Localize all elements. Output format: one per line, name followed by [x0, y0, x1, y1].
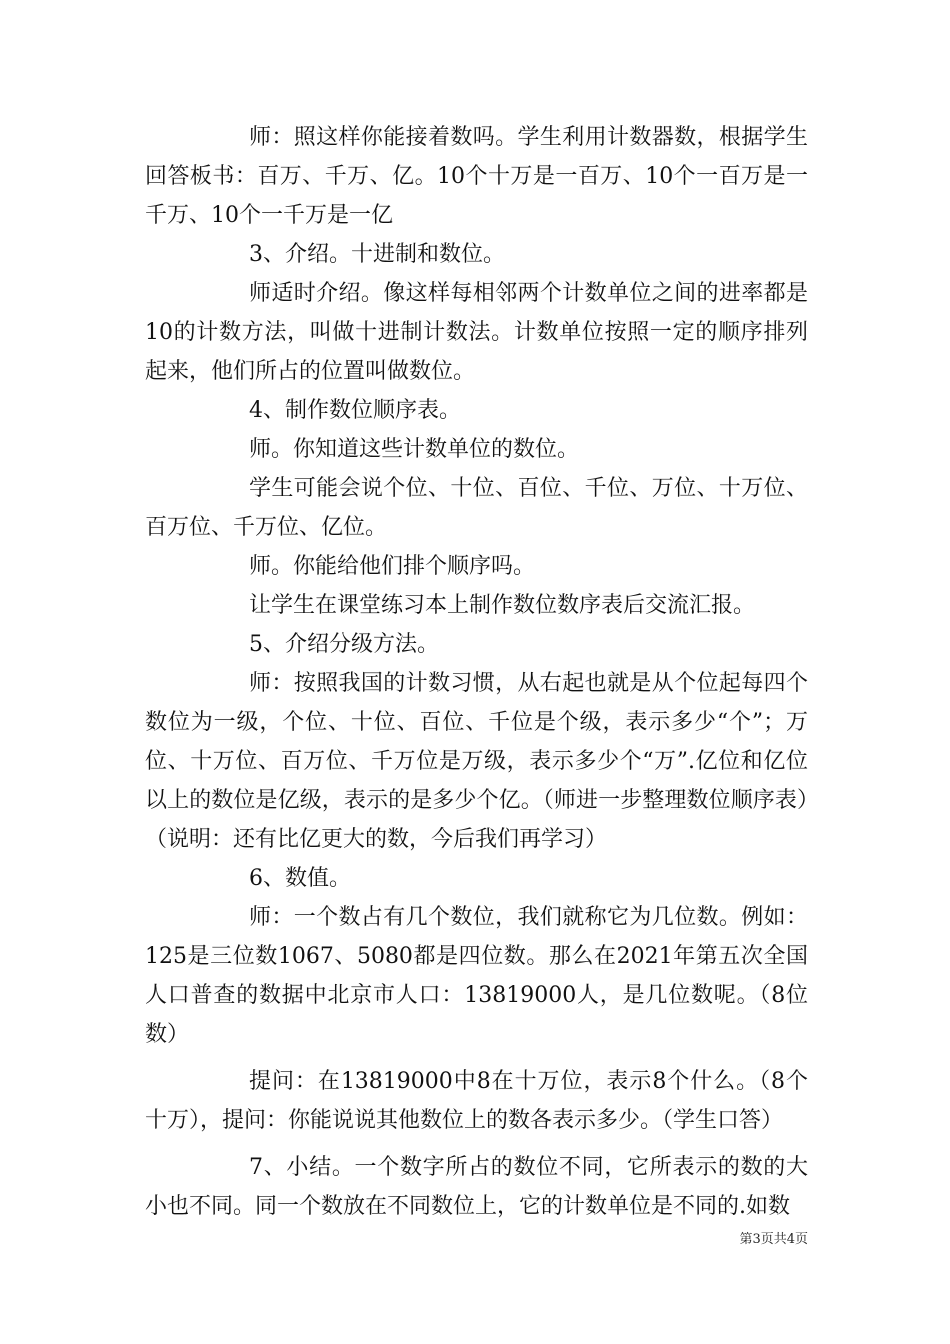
paragraph-student-answer: 学生可能会说个位、十位、百位、千位、万位、十万位、百万位、千万位、亿位。: [145, 476, 808, 540]
paragraph-decimal-explanation: 师适时介绍。像这样每相邻两个计数单位之间的进率都是10的计数方法，叫做十进制计数法。计数单位按照一定的顺序排列起来，他们所占的位置叫做数位。: [145, 281, 808, 384]
paragraph-heading-grading: 5、介绍分级方法。: [249, 632, 439, 657]
paragraph-question-place: 提问：在13819000中8在十万位，表示8个什么。（8个十万），提问：你能说说其他数位上的数各表示多少。（学生口答）: [145, 1069, 808, 1133]
paragraph-teacher-order: 师。你能给他们排个顺序吗。: [249, 554, 536, 579]
paragraph-counting-prompt: 师：照这样你能接着数吗。学生利用计数器数，根据学生回答板书：百万、千万、亿。10个十万是一百万、10个一百万是一千万、10个一千万是一亿: [145, 125, 808, 228]
paragraph-summary: 7、小结。一个数字所占的数位不同，它所表示的数的大小也不同。同一个数放在不同数位上，它的计数单位是不同的.如数: [145, 1155, 808, 1219]
paragraph-student-activity: 让学生在课堂练习本上制作数位数序表后交流汇报。: [249, 593, 756, 618]
paragraph-heading-digits: 6、数值。: [249, 866, 351, 891]
document-body: [145, 118, 808, 1226]
page-number-footer: 第3页共4页: [739, 1232, 808, 1247]
paragraph-grading-explanation: 师：按照我国的计数习惯，从右起也就是从个位起每四个数位为一级，个位、十位、百位、千位是个级，表示多少“个”；万位、十万位、百万位、千万位是万级，表示多少个“万”.亿位和亿位以上的数位是亿级，表示的是多少个亿。（师进一步整理数位顺序表）（说明：还有比亿更大的数，今后我们再学习）: [145, 671, 808, 852]
paragraph-digits-explanation: 师：一个数占有几个数位，我们就称它为几位数。例如：125是三位数1067、5080都是四位数。那么在2021年第五次全国人口普查的数据中北京市人口：13819000人，是几位数呢。（8位数）: [145, 905, 808, 1047]
paragraph-heading-place-table: 4、制作数位顺序表。: [249, 398, 461, 423]
paragraph-heading-decimal-system: 3、介绍。十进制和数位。: [249, 242, 505, 267]
paragraph-teacher-question: 师。你知道这些计数单位的数位。: [249, 437, 580, 462]
